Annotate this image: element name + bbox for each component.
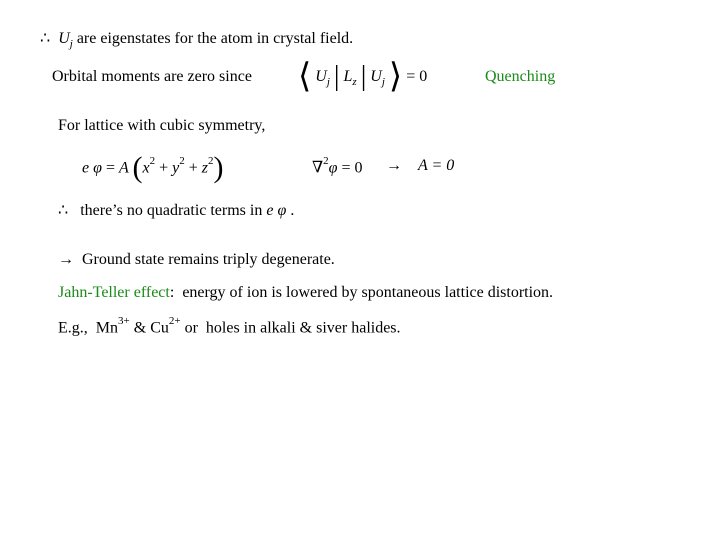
no-quadratic-text: there’s no quadratic terms in <box>80 202 263 219</box>
ground-state-text: Ground state remains triply degenerate. <box>82 251 335 268</box>
examples-statement: E.g., $Mn^{3+}$ & $Cu^{2+}$ or holes in alkali & siver halides. <box>58 315 401 337</box>
orbital-moments-text: Orbital moments are zero since <box>52 68 252 85</box>
operator-var: L <box>343 68 353 85</box>
therefore-symbol: ∴ <box>58 202 69 219</box>
bra-var: U <box>315 68 327 85</box>
laplace-equation: ∇$^2$φ = 0 <box>312 155 363 177</box>
eigenstates-text: are eigenstates for the atom in crystal field. <box>76 30 354 47</box>
examples-text: or holes in alkali & siver halides. <box>184 319 401 337</box>
bra-sub: j <box>326 76 330 89</box>
matrix-element-expression: ⟨ $U_j$ | $L_z$ | $U_j$ ⟩ = 0 <box>298 58 428 95</box>
coefficient-a: A <box>118 159 129 177</box>
eg-prefix: E.g., <box>58 319 88 337</box>
nabla-symbol: ∇ <box>312 159 324 177</box>
manganese-ion: Mn <box>95 319 119 337</box>
eigenstate-var: U <box>58 30 70 47</box>
jahn-teller-text: energy of ion is lowered by spontaneous lattice distortion. <box>182 284 554 301</box>
potential-equation: e φ = A $(x^2 + y^2 + z^2)$ <box>82 151 224 185</box>
therefore-symbol: ∴ <box>40 30 51 47</box>
ground-state-statement <box>58 251 335 269</box>
right-arrow-symbol: → <box>58 251 74 268</box>
copper-ion: Cu <box>150 319 169 337</box>
operator-sub: z <box>352 76 357 89</box>
eigenstates-statement <box>40 28 353 50</box>
a-equals-zero: A = 0 <box>418 157 455 174</box>
eigenstate-sub: j <box>69 38 73 51</box>
no-quadratic-statement: ∴ there’s no quadratic terms in e φ . <box>58 202 295 219</box>
quenching-label: Quenching <box>485 68 556 85</box>
potential-lhs: e φ <box>82 159 102 177</box>
equals-zero: = 0 <box>406 68 428 85</box>
implies-arrow: → <box>386 157 402 174</box>
jahn-teller-statement: Jahn-Teller effect: energy of ion is lowered by spontaneous lattice distortion. <box>58 284 554 301</box>
ket-sub: j <box>381 76 385 89</box>
potential-expr: e φ <box>266 202 287 219</box>
ket-var: U <box>370 68 382 85</box>
cubic-symmetry-text: For lattice with cubic symmetry, <box>58 117 266 134</box>
jahn-teller-label: Jahn-Teller effect <box>58 284 170 301</box>
